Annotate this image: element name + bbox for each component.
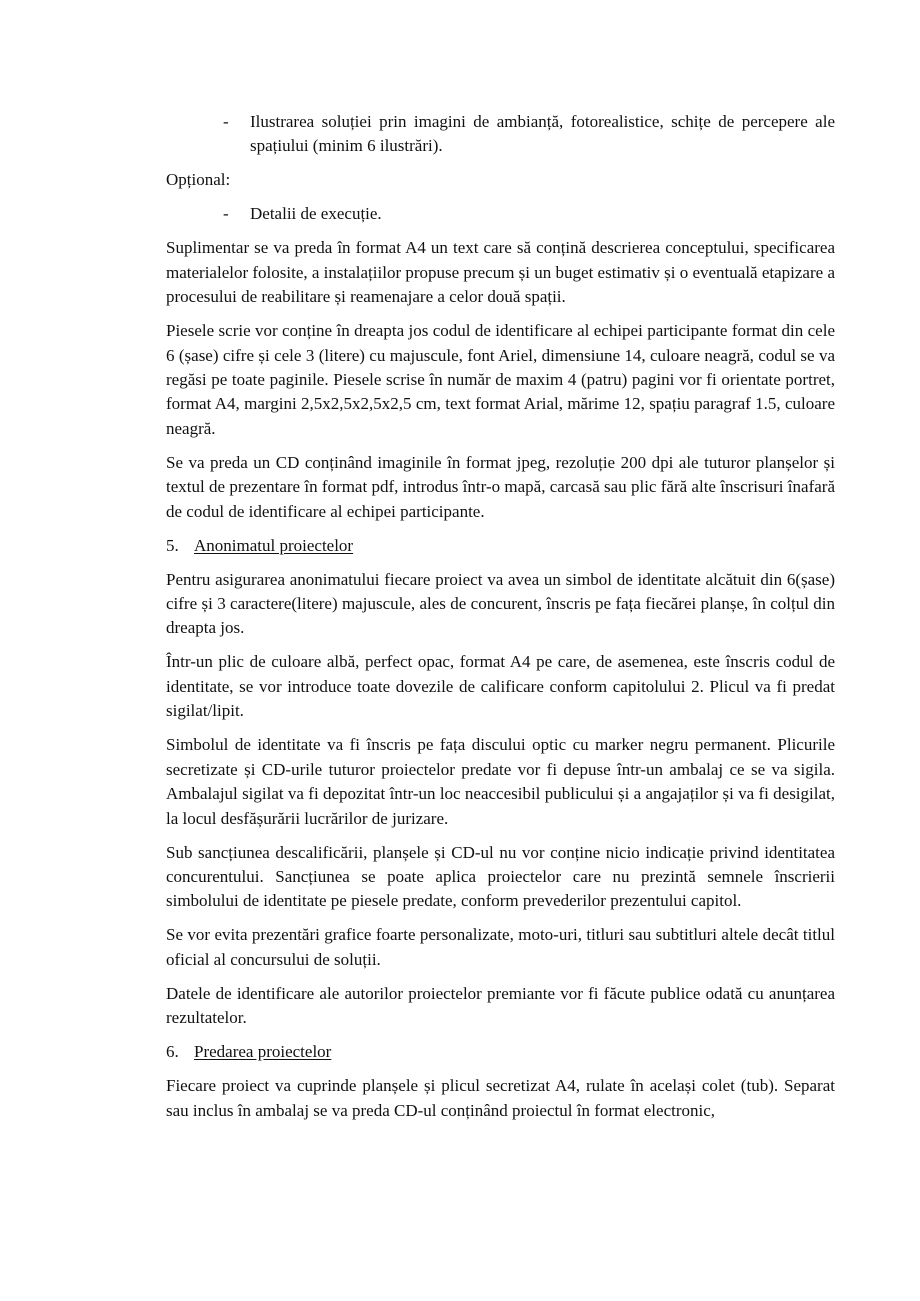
- document-page: [166, 110, 835, 1133]
- bullet-item-execution-details: [166, 202, 835, 226]
- bullet-text: Detalii de execuție.: [250, 204, 382, 224]
- paragraph-written-pieces: Piesele scrie vor conține în dreapta jos codul de identificare al echipei participante format din cele 6 (șase) cifre și cele 3 (litere) cu majuscule, font Ariel, dimensiune 14, culoare neagră, codul se va regăsi pe toate paginile. Piesele scrise în număr de maxim 4 (patru) pagini vor fi orientate portret, format A4, margini 2,5x2,5x2,5x2,5 cm, text format Arial, mărime 12, spațiu paragraf 1.5, culoare neagră.: [166, 321, 835, 438]
- section-heading-submission: [166, 1040, 835, 1064]
- paragraph-disqualification: Sub sancțiunea descalificării, planșele și CD-ul nu vor conține nicio indicație privind identitatea concurentului. Sancțiunea se poate aplica proiectelor care nu prezintă semnele înscrierii simbolului de identitate pe piesele predate, conform prevederilor prezentului capitol.: [166, 842, 835, 911]
- bullet-text: Ilustrarea soluției prin imagini de ambianță, fotorealistice, schițe de percepere ale spațiului (minim 6 ilustrări).: [250, 112, 835, 156]
- section-number: 5.: [166, 535, 179, 555]
- bullet-item-illustrations: [166, 110, 835, 159]
- paragraph-cd-submission: Se va preda un CD conținând imaginile în format jpeg, rezoluție 200 dpi ale tuturor planșelor și textul de prezentare în format pdf, introdus într-o mapă, carcasă sau plic fără alte înscrisuri înafară de codul de identificare al echipei participante.: [166, 452, 835, 521]
- bullet-dash: -: [223, 204, 229, 224]
- section-heading-anonymity: [166, 534, 835, 558]
- optional-label: Opțional:: [166, 170, 231, 190]
- paragraph-winners-published: Datele de identificare ale autorilor proiectelor premiante vor fi făcute publice odată cu anunțarea rezultatelor.: [166, 983, 835, 1028]
- section-number: 6.: [166, 1042, 179, 1062]
- paragraph-identity-symbol: Pentru asigurarea anonimatului fiecare proiect va avea un simbol de identitate alcătuit din 6(șase) cifre și 3 caractere(litere) majuscule, ales de concurent, înscris pe fața fiecărei planșe, în colțul din dreapta jos.: [166, 569, 835, 638]
- paragraph-avoid-personalization: Se vor evita prezentări grafice foarte personalizate, moto-uri, titluri sau subtitluri altele decât titlul oficial al concursului de soluții.: [166, 925, 835, 969]
- paragraph-project-package: Fiecare proiect va cuprinde planșele și plicul secretizat A4, rulate în același colet (tub). Separat sau inclus în ambalaj se va preda CD-ul conținând proiectul în format electronic,: [166, 1076, 835, 1120]
- paragraph-supplementary-text: Suplimentar se va preda în format A4 un text care să conțină descrierea conceptului, specificarea materialelor folosite, a instalațiilor propuse precum și un buget estimativ și o eventuală etapizare a procesului de reabilitare și reamenajare a celor două spații.: [166, 238, 835, 307]
- paragraph-envelope: Într-un plic de culoare albă, perfect opac, format A4 pe care, de asemenea, este înscris codul de identitate, se vor introduce toate dovezile de calificare conform capitolului 2. Plicul va fi predat sigilat/lipit.: [166, 652, 835, 721]
- section-title: Anonimatul proiectelor: [194, 535, 354, 555]
- section-title: Predarea proiectelor: [194, 1042, 332, 1062]
- paragraph-optical-disc: Simbolul de identitate va fi înscris pe fața discului optic cu marker negru permanent. Plicurile secretizate și CD-urile tuturor proiectelor predate vor fi depuse într-un ambalaj ce se va sigila. Ambalajul sigilat va fi depozitat într-un loc neaccesibil publicului și a angajaților și va fi desigilat, la locul desfășurării lucrărilor de jurizare.: [166, 735, 835, 828]
- bullet-dash: -: [223, 112, 229, 131]
